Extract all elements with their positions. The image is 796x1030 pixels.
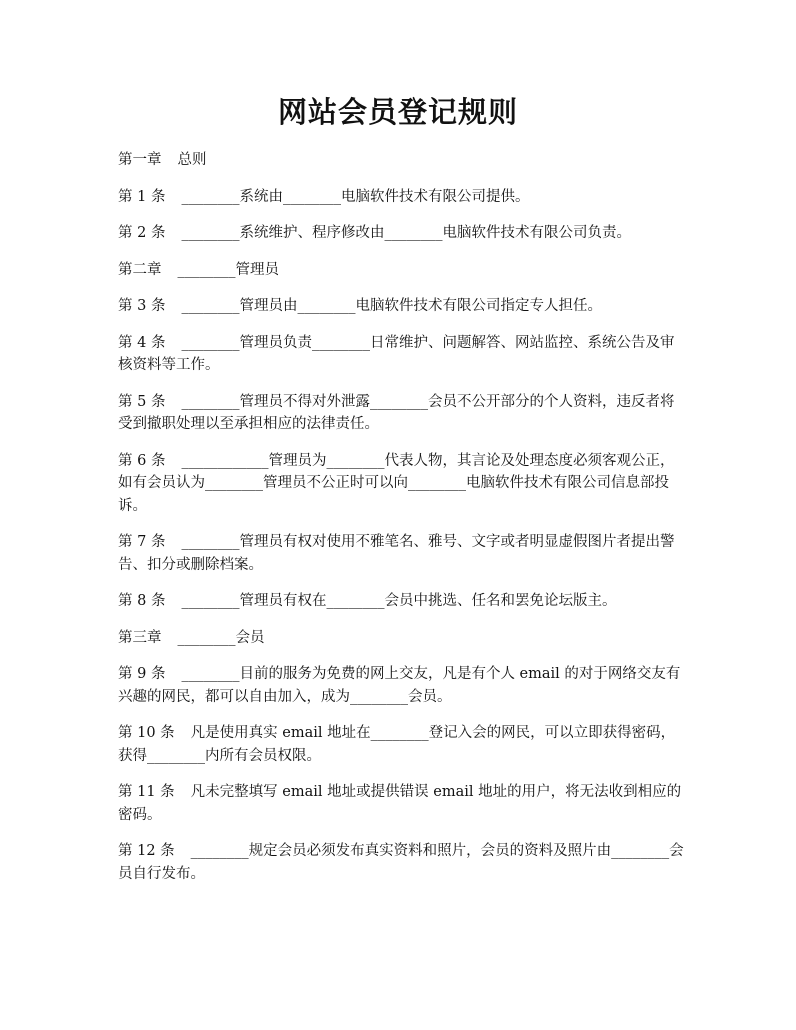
article-7: [118, 531, 684, 576]
paragraph-label: 第 12 条: [118, 843, 175, 859]
paragraph-label: 第 6 条: [118, 452, 166, 469]
article-4: [118, 332, 684, 377]
paragraph-text: ________管理员: [177, 261, 279, 278]
paragraph-text: ________规定会员必须发布真实资料和照片，会员的资料及照片由________会员自行发布。: [118, 843, 684, 882]
article-5: [118, 391, 684, 436]
article-6: [118, 450, 684, 518]
chapter-3-heading: [118, 627, 684, 650]
chapter-2-heading: [118, 259, 684, 282]
paragraph-label: 第 1 条: [118, 188, 166, 205]
paragraph-text: ________会员: [177, 629, 265, 646]
paragraph-text: ________管理员有权在________会员中挑选、任名和罢免论坛版主。: [181, 593, 617, 609]
paragraph-text: ________管理员不得对外泄露________会员不公开部分的个人资料，违反者将受到撤职处理以至承担相应的法律责任。: [118, 393, 675, 432]
chapter-1-heading: [118, 149, 684, 172]
document-title: 网站会员登记规则: [277, 95, 518, 129]
paragraph-text: ________管理员由________电脑软件技术有限公司指定专人担任。: [181, 298, 602, 314]
article-2: [118, 222, 684, 245]
paragraph-text: ____________管理员为________代表人物，其言论及处理态度必须客观公正，如有会员认为________管理员不公正时可以向________电脑软件技术有限公司信息部投诉。: [118, 452, 675, 514]
paragraph-label: 第三章: [118, 629, 162, 646]
article-9: [118, 663, 684, 708]
document-body: [118, 149, 684, 899]
paragraph-text: 凡是使用真实 email 地址在________登记入会的网民，可以立即获得密码，获得________内所有会员权限。: [118, 725, 676, 764]
paragraph-label: 第 3 条: [118, 298, 166, 314]
paragraph-text: ________管理员负责________日常维护、问题解答、网站监控、系统公告及审核资料等工作。: [118, 334, 675, 373]
paragraph-label: 第一章: [118, 152, 162, 168]
article-3: [118, 295, 684, 318]
paragraph-label: 第 2 条: [118, 225, 166, 241]
paragraph-label: 第 10 条: [118, 725, 175, 741]
article-1: [118, 186, 684, 209]
paragraph-label: 第 4 条: [118, 334, 166, 351]
article-10: [118, 722, 684, 767]
paragraph-label: 第 9 条: [118, 666, 166, 682]
article-8: [118, 590, 684, 613]
paragraph-label: 第 5 条: [118, 393, 166, 410]
paragraph-label: 第 8 条: [118, 593, 166, 609]
paragraph-label: 第 11 条: [118, 784, 175, 800]
article-12: [118, 840, 684, 885]
article-11: [118, 781, 684, 826]
paragraph-text: ________系统维护、程序修改由________电脑软件技术有限公司负责。: [181, 225, 631, 241]
paragraph-label: 第 7 条: [118, 534, 166, 550]
paragraph-label: 第二章: [118, 261, 162, 278]
paragraph-text: ________目前的服务为免费的网上交友，凡是有个人 email 的对于网络交友有兴趣的网民，都可以自由加入，成为________会员。: [118, 666, 681, 705]
paragraph-text: ________管理员有权对使用不雅笔名、雅号、文字或者明显虚假图片者提出警告、扣分或删除档案。: [118, 534, 675, 573]
paragraph-text: 凡未完整填写 email 地址或提供错误 email 地址的用户，将无法收到相应的密码。: [118, 784, 682, 823]
paragraph-text: ________系统由________电脑软件技术有限公司提供。: [181, 188, 530, 205]
paragraph-text: 总则: [177, 152, 207, 168]
